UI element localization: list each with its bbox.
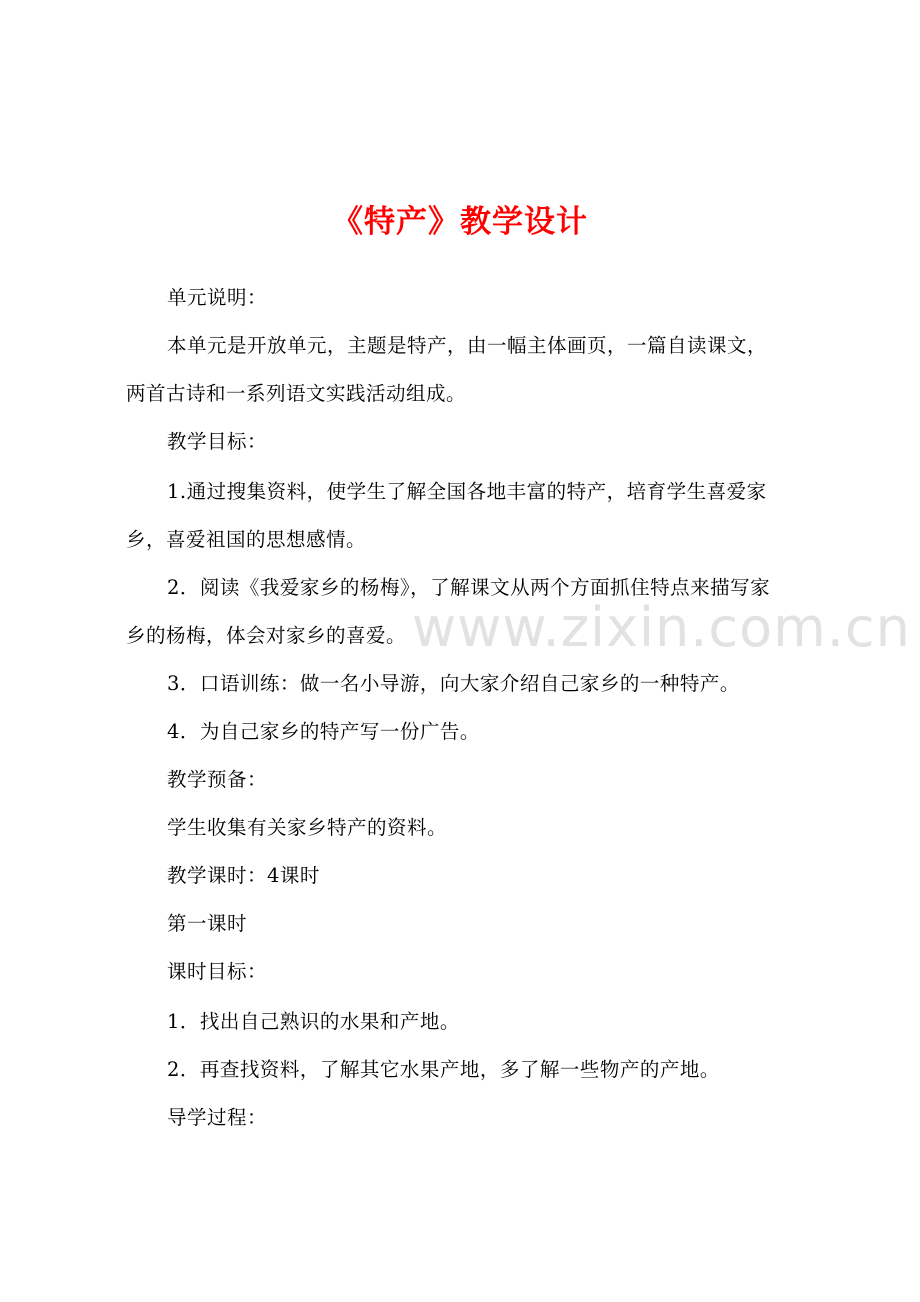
paragraph-goal-1-line-1: 1.通过搜集资料，使学生了解全国各地丰富的特产，培育学生喜爱家 [167,480,767,503]
paragraph-unit-description-line-1: 本单元是开放单元，主题是特产，由一幅主体画页，一篇自读课文， [167,334,768,357]
paragraph-guided-process-heading: 导学过程： [167,1106,268,1129]
paragraph-class-hours: 教学课时：4课时 [167,864,320,887]
paragraph-lesson-goals-heading: 课时目标： [167,960,268,983]
document-title: 《特产》教学设计 [332,204,588,240]
paragraph-lesson-goal-1: 1．找出自己熟识的水果和产地。 [167,1010,460,1033]
paragraph-goal-3: 3．口语训练：做一名小导游，向大家介绍自己家乡的一种特产。 [167,672,740,695]
paragraph-preparation-heading: 教学预备： [167,768,268,791]
paragraph-goal-1-line-2: 乡，喜爱祖国的思想感情。 [126,528,367,551]
paragraph-goal-2-line-2: 乡的杨梅，体会对家乡的喜爱。 [126,624,407,647]
paragraph-goal-4: 4．为自己家乡的特产写一份广告。 [167,720,480,743]
paragraph-lesson-goal-2: 2．再查找资料，了解其它水果产地，多了解一些物产的产地。 [167,1058,720,1081]
paragraph-unit-description-heading: 单元说明： [167,286,268,309]
paragraph-preparation-content: 学生收集有关家乡特产的资料。 [167,816,448,839]
watermark: www.zixin.com.cn [412,596,911,659]
paragraph-goal-2-line-1: 2．阅读《我爱家乡的杨梅》，了解课文从两个方面抓住特点来描写家 [167,576,771,599]
paragraph-first-lesson: 第一课时 [167,912,248,935]
paragraph-teaching-goals-heading: 教学目标： [167,430,268,453]
paragraph-unit-description-line-2: 两首古诗和一系列语文实践活动组成。 [126,382,467,405]
